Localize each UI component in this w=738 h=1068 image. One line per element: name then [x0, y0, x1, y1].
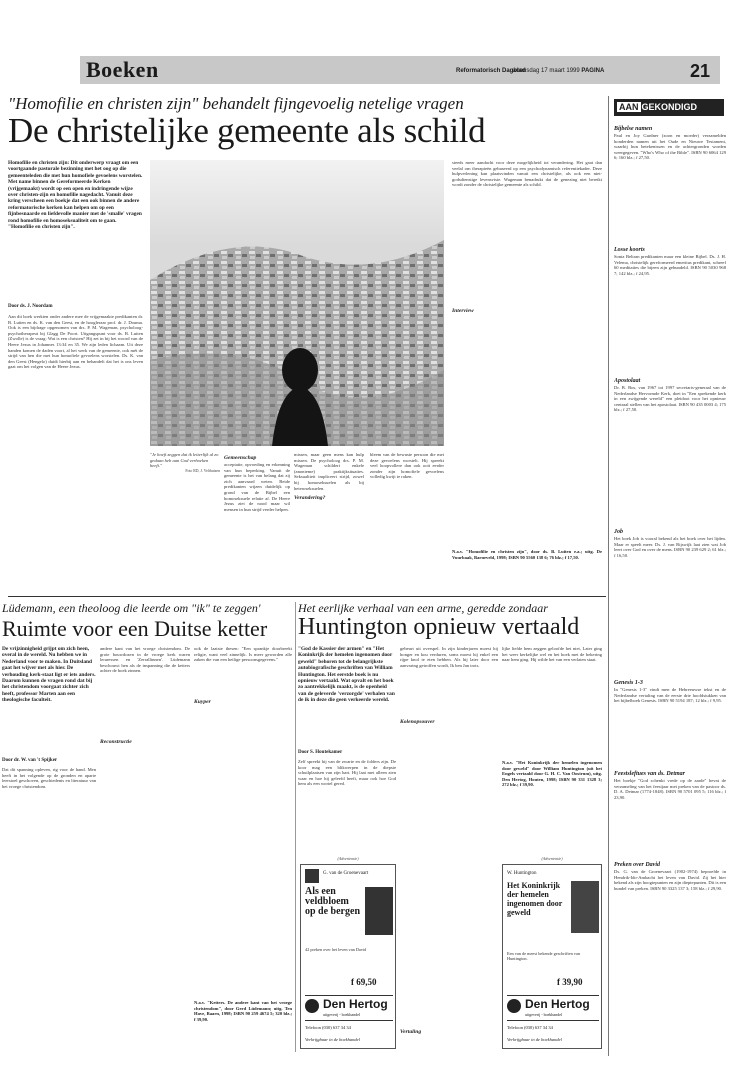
ad2-body: Een van de meest bekende geschriften van Huntington.: [507, 951, 581, 961]
article-divider: [295, 602, 296, 1052]
article3-col2-text: gebeurt uit overspel. In zijn kinderjaren moest hij honger en kou verduren, soms moest hij enkel een rijpe knol te eten hebben. Als hij later door een aanvaring getroffen wordt, Ik ben Jan trots.: [400, 646, 498, 668]
main-col4-text: bleem van de bewuste persoon die met deze gevoelens worstelt. Hij spreekt veel hoopvollere dan ook ooit eerder zonder zijn homofiele gevoelens volledig kwijt te raken.: [370, 452, 444, 480]
ad1-publisher-sub: uitgeverij - boekhandel: [323, 1012, 361, 1017]
aangekondigd-text: In "Genesis 1-3" vindt men de Hebreeuwse tekst en de Nederlandse vertaling van de eerste drie hoofdstukken van het bijbelboek Genesis. ISBN 90 5194 187; 12 blz.; f 9,95.: [614, 687, 726, 704]
article2-col3-subhead: Kuyper: [194, 699, 211, 705]
ad2-publisher: Den Hertog: [525, 997, 590, 1011]
main-col5-text: steeds meer aandacht voor deze mogelijkheid tot verandering. Het gaat dan veelal om therapieën gebaseerd op een psychodynamisch referentiekader. Deze hulpverlening kan plaatsvinden vanuit een christelijke, als ook een niet-godsdienstige levensvisie. Wageman benadrukt dat de genezing niet bereikt wordt zonder de christelijke gemeente als schild.: [452, 160, 602, 188]
aangekondigd-item: [614, 862, 726, 1039]
ad2-author: W. Huntington: [507, 871, 537, 876]
ad1-publisher-logo-icon: [305, 999, 319, 1013]
ad2-publisher-block: [507, 995, 599, 1021]
ad1-logo-icon: [305, 869, 319, 883]
article3-book-info: N.a.v. "Het Koninkrijk der hemelen ingenomen door geweld" door William Huntington (uit het Engels vertaald door G. H. C. Van Oostrum), uitg. Den Hertog, Houten, 1998; ISBN 90 331 1328 3; 272 blz.; f 39,90.: [502, 760, 602, 788]
ad2-box: [502, 864, 602, 1049]
main-col5-subhead: Interview: [452, 308, 474, 314]
article2-lead: De vrijzinnigheid grijpt om zich heen, overal in de wereld. Nu hebben we in Nederland voor te maken. In Duitsland gaat het wijver met als hier. De verhouding kerk-staat ligt er iets anders. Daarom kunnen de vragen rond dat bij het christendom voorgaat zichter zich heeft, professor Marten aan een theologische faculteit.: [2, 646, 96, 704]
main-book-info: N.a.v. "Homofilie en christen zijn", door ds. B. Luiten e.a.; uitg. De Vuurbaak, Barneveld, 1998; ISBN 90 5560 138 6; 76 blz.; f 17,50.: [452, 549, 602, 560]
article2-col2-subhead: Reconstructie: [100, 739, 132, 745]
main-col5-text-2: [452, 315, 602, 545]
ad2-phone: Telefoon (030) 637 34 34: [507, 1025, 553, 1030]
section-title: Boeken: [86, 57, 159, 82]
aangekondigd-item: [614, 680, 726, 767]
ad2-publisher-sub: uitgeverij - boekhandel: [525, 1012, 563, 1017]
aangekondigd-item: [614, 247, 726, 374]
header-band: [80, 56, 720, 84]
main-headline: De christelijke gemeente als schild: [8, 111, 486, 150]
ad1-publisher: Den Hertog: [323, 997, 388, 1011]
article2-col1-text: Dat dit spanning opleven, rig voor de hand. Men heeft in het volgende op de gronden en aparte leerstoel geschoven, geschiedenis en literatuur van het vroege christendom.: [2, 767, 96, 789]
main-col-2: [224, 452, 290, 582]
main-col-5: [452, 160, 602, 560]
article3-col2-subhead: Kolenopsouver: [400, 719, 435, 725]
aangekondigd-prefix: AAN: [619, 102, 639, 112]
ad2-footer: Verkrijgbaar in de boekhandel: [507, 1037, 562, 1042]
article2-col-2: [100, 646, 190, 1046]
aangekondigd-list: [614, 122, 726, 1052]
aangekondigd-text: Paul en Joy Gardner (zoon en moeder) verzamelden honderden namen uit het Oude en Nieuwe Testament, waarbij hun betekenissen en de achtergronden worden weergegeven. "Who's Who of the Bible". ISBN 90 6064 129 6; 160 blz.; f 27,50.: [614, 133, 726, 161]
ad2-title: Het Koninkrijk der hemelen ingenomen door geweld: [507, 881, 563, 917]
article3-col3-text: lijke liefde hem zeggen geloofde het niet, Later ging het weer kerkelijke wel en het boek met de bekering naar hem ging. Hij wilde het van een verlaten staat.: [502, 646, 602, 663]
article3-col3-subhead: Vertaling: [400, 1029, 422, 1035]
aangekondigd-title-text: GEKONDIGD: [641, 102, 698, 112]
article2-book-info: N.a.v. "Ketters. De andere kant van het vroege christendom", door Gerd Lüdemann; uitg. Ten Have, Baarn, 1998; ISBN 90 259 4674 5; 320 blz.; f 39,90.: [194, 1000, 292, 1022]
aangekondigd-title: [614, 99, 724, 116]
aangekondigd-text: Het boek Job is vooral bekend als het boek over het lijden. Maar er speelt meer. Ds. J. van Rijswijk laat zien wat Job leert over God en over de mens. ISBN 90 239 629 2; 61 blz.; f 16,50.: [614, 536, 726, 558]
article3-col1-text: Zelf spreekt hij van de zwarte en de folders zijn. De koor mag een blikwerpen in de diepste schuilplaatsen van zijn hart. Hij laat met alleen zien waar en hoe hij geleefd heeft, maar ook hoe God hem als een wortel gered.: [298, 759, 396, 787]
article3-headline: Huntington opnieuw vertaald: [298, 614, 580, 640]
article2-col3-text: ook de laatste thesen: "Een sprankje doorbreekt religie, want veel zinnelijk. Is meer geworden alle zaken die van een heilige persoonsgegevens.": [194, 646, 292, 663]
rubble-photo-image: [150, 160, 444, 446]
article3-byline: Door S. Houtekamer: [298, 750, 343, 755]
article3-lead: "God de Kassier der armen" en "Het Koninkrijk der hemelen ingenomen door geweld" behoren tot de belangrijkste autobiografische geschriften van William Huntington. Het eerstde boek is nu opnieuw vertaald. Wat opvalt en het boek zo aantrekkelijk maakt, is de openheid van de geleverde 'verzorgde' verhalen van de ik in deze die geen verkeerde wereld.: [298, 646, 395, 704]
aangekondigd-heading: Bijbelse namen: [614, 126, 653, 132]
ad1-title: Als een veldbloem op de bergen: [305, 886, 360, 917]
aangekondigd-item: [614, 529, 726, 676]
ad2-book-cover-icon: [571, 881, 599, 933]
page-label: PAGINA: [581, 68, 605, 74]
ad1-book-cover-icon: [365, 887, 393, 935]
main-col2-text: acceptatie, opvoeding en erkenning van hun beperking. Vanuit de gemeente is het van belang dat zij zich aanvaard weten. Beide predikanten wijzen duidelijk op grond van de Bijbel een homoseksuele relatie af. De Heere Jezus ziet de nood maar wil mensen in hun strijd verder helpen.: [224, 462, 290, 512]
ad2-publisher-logo-icon: [507, 999, 521, 1013]
article2-col-3: [194, 646, 292, 1022]
paper-name: Reformatorisch Dagblad: [456, 68, 526, 74]
aangekondigd-heading: Apostolaat: [614, 378, 641, 384]
photo-caption-block: [150, 452, 220, 473]
issue-date: [512, 68, 604, 74]
aangekondigd-text: Ds. G. van de Groenevaart (1902-1974) beproefde in Hendrik-Ido-Ambacht het leven van David. Zij het hier bekend als zijn hoogtepunten en zijn dieptepunten. Dit is een bundel van preken. ISBN 90 3325 137 3; 158 blz.; f 29,90.: [614, 869, 726, 891]
ad1-footer: Verkrijgbaar in de boekhandel: [305, 1037, 360, 1042]
main-kicker: "Homofilie en christen zijn" behandelt fijngevoelig netelige vragen: [8, 94, 464, 113]
aangekondigd-item: [614, 126, 726, 243]
main-col3-text: missen, maar geen mens kan hulp missen. De psycholoog drs. P. M. Wageman schildert enkele (anonieme) praktijksituaties. Seksualiteit impliceert strijd, zowel bij homoseksuelen als bij heteroseksuelen.: [294, 452, 364, 491]
article3-col-3: [502, 646, 602, 788]
main-col-4: [370, 452, 444, 582]
aangekondigd-item: [614, 378, 726, 525]
column-divider: [608, 96, 609, 1056]
page-number: 21: [690, 61, 711, 81]
article2-kicker: Lüdemann, een theoloog die leerde om "ik" te zeggen': [2, 601, 261, 615]
aangekondigd-heading: Losse koorts: [614, 247, 645, 253]
article3-col2-text-2: [400, 726, 498, 1026]
section-divider: [8, 596, 606, 597]
main-col3-subhead: Verandering?: [294, 495, 326, 501]
date-text: woensdag 17 maart 1999: [512, 68, 580, 74]
ad1-box: [300, 864, 396, 1049]
main-byline: Door ds. J. Noordam: [8, 304, 53, 309]
article3-kicker: Het eerlijke verhaal van een arme, geredde zondaar: [298, 601, 548, 615]
article2-col2-text-2: [100, 746, 190, 1046]
ad1-label: (Advertentie): [337, 856, 359, 861]
ad2-label: (Advertentie): [541, 856, 563, 861]
ad1-phone: Telefoon (030) 637 34 34: [305, 1025, 351, 1030]
article2-byline: Door dr. W. van 't Spijker: [2, 758, 58, 763]
ad2-price: f 39,90: [557, 977, 583, 987]
main-col1-text: Aan dit boek werkten onder andere mee de vrijgemaakte predikanten dr. B. Luiten en ds. K. van den Geest, en de hoogleraar prof. dr. J. Douma. Ook is een bijdrage opgenomen van drs. P. M. Wageman, psycholoog-psychotherapeut bij Glagg De Poort. Uitgangspunt voor ds. B. Luiten (Zwolle) is de vraag: Wat is een christen? Hij zet in bij het woord van de Heere Jezus in Johannes 13:34 en 35. We zijn leden lichaam. Uit deze handen komen de daden voort, al het werk van de gemeente, ook mét de strijd van hen die met hun homofiele gevoelens worstelen. Ds. K. van den Geest (Hengelo) duidt hierbij aan en behandelt dat het is ons leven gaat om het volgen van de Heere Jezus.: [8, 314, 143, 370]
aangekondigd-heading: Job: [614, 529, 623, 535]
main-col-3: [294, 452, 364, 502]
aangekondigd-text: Sonia Beltran predikanten maar een kleine Bijbel. Ds. J. H. Velema, christelijk gereformeerd emeritus predikant, schreef 60 meditaties die bijeen zijn gebundeld. ISBN 90 5030 968 7; 142 blz.; f 24,95.: [614, 254, 726, 276]
main-photo: [150, 160, 444, 446]
aangekondigd-heading: Preken over David: [614, 862, 660, 868]
ad1-price: f 69,50: [351, 977, 377, 987]
article2-headline: Ruimte voor een Duitse ketter: [2, 616, 268, 641]
article3-col-1: [298, 646, 396, 879]
aangekondigd-text: Dr. B. Bos, van 1967 tot 1997 secretaris-generaal van de Nederlandse Hervormde Kerk, doet in "Een sprekende kerk in een zwijgende wereld" een pleidooi voor het opnieuw centraal stellen van het apostolaat. ISBN 90 435 0003 4; 175 blz.; f 27,50.: [614, 385, 726, 413]
article2-col3-text-2: [194, 706, 292, 996]
main-lead: Homofilie en christen zijn: Dit onderwerp vraagt om een voortgaande pastorale bezinning met het oog op die gemeenteleden die met hun homofiele gevoelens worstelen. Met name binnen de Gereformeerde Kerken (vrijgemaakt) wordt op een open en indringende wijze over christen-zijn en homofilie nagedacht. Vanuit deze kring verscheen een boekje dat een ook binnen de andere reformatorische kerken kan helpen om op een fijnbesnaarde en liefdevolle manier met de 'smalle' vragen rond homofilie en homoseksualiteit om te gaan. "Homofilie en christen zijn".: [8, 160, 143, 231]
ad1-body: 42 preken over het leven van David: [305, 947, 367, 952]
aangekondigd-text: Het boekje "God schenkt vrede op de aarde" bevat de verzameling van het feestjaar met preken van de pastoor ds. D. A. Detmar (1774-1848). ISBN 90 5701 095 5; 116 blz.; f 23,90.: [614, 778, 726, 800]
ad1-author: G. van de Groenevaart: [323, 871, 369, 876]
photo-caption: "Je hoeft zeggen dat ik letterlijk al zo gedaan heb aan God verhoeken heeft.": [150, 452, 219, 469]
photo-credit: Foto RD, J. Velthuizen: [185, 468, 220, 473]
aangekondigd-heading: Genesis 1-3: [614, 680, 643, 686]
article2-col2-text: andere kant van het vroege christendom. De grote bouwdozen in de vroege kerk waren leraressen en 'Zerrallinnen'. Lüdemann beschouwt hen als de inspanning die de ketters achter de boek zinnen.: [100, 646, 190, 674]
article2-col-1: [2, 646, 96, 1047]
ad1-publisher-block: [305, 995, 393, 1021]
main-col2-subhead: Gemeenschap: [224, 455, 257, 461]
article3-col-2: [400, 646, 498, 1036]
aangekondigd-item: [614, 771, 726, 858]
aangekondigd-heading: Feestsleftues van ds. Detmar: [614, 771, 685, 777]
